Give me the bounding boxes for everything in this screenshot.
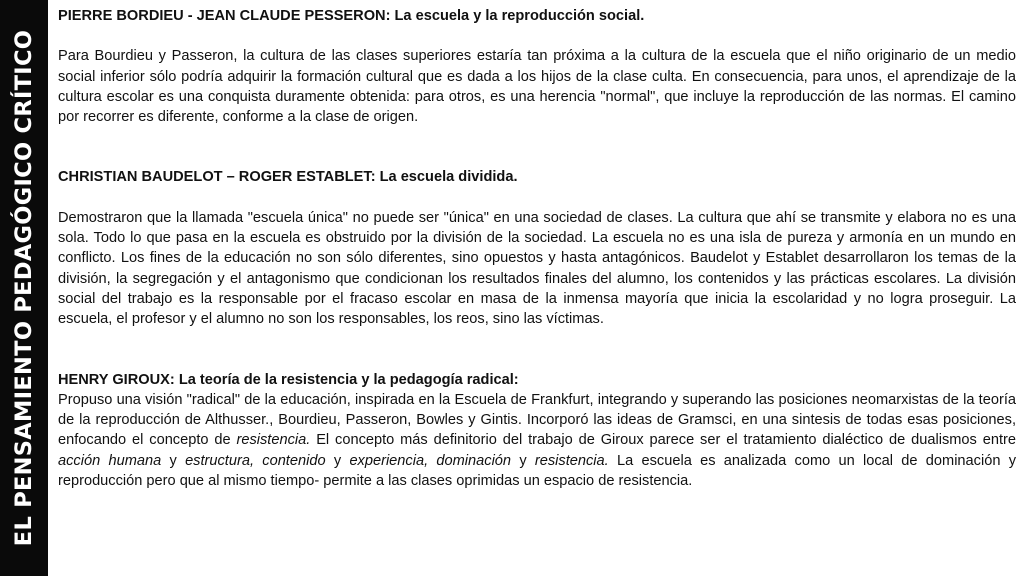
italic-run: resistencia. (534, 452, 609, 469)
section-heading-baudelot: CHRISTIAN BAUDELOT – ROGER ESTABLET: La escuela dividida. (58, 169, 518, 186)
italic-run: estructura, contenido (185, 452, 326, 469)
text-run: y (325, 452, 350, 469)
section-paragraph-giroux (58, 390, 1016, 491)
text-run: y (161, 452, 186, 469)
sidebar-title: EL PENSAMIENTO PEDAGÓGICO CRÍTICO (11, 29, 37, 547)
text-run: y (511, 452, 535, 469)
text-run: El concepto más definitorio del trabajo de Giroux parece ser el tratamiento dialéctico de dualismos entre (310, 432, 1016, 449)
section-heading-giroux: HENRY GIROUX: La teoría de la resistencia y la pedagogía radical: (58, 371, 519, 388)
text-run: Propuso una visión "radical" de la educación, inspirada en la Escuela de Frankfurt, integrando y superando las posiciones neomarxistas de la teoría de la reproducción de Althusser., Bourdieu, Passeron, Bowles y Gintis. Incorporó las ideas de Gramsci, en una sintesis de todas esas posiciones, enfocando el concepto de (58, 391, 1016, 449)
italic-run: resistencia. (236, 432, 311, 449)
section-heading-bourdieu: PIERRE BORDIEU - JEAN CLAUDE PESSERON: La escuela y la reproducción social. (58, 8, 645, 24)
italic-run: acción humana (58, 452, 162, 469)
sidebar (0, 0, 48, 576)
main-content (58, 6, 1016, 491)
section-paragraph-baudelot: Demostraron que la llamada "escuela única" no puede ser "única" en una sociedad de clases. La cultura que ahí se transmite y elabora no es una sola. Todo lo que pasa en la escuela es obstruido por la división de la sociedad. La escuela no es una isla de pureza y armonía en un mundo en conflicto. Los fines de la educación no son sólo diferentes, sino opuestos y hasta antagónicos. Baudelot y Establet desarrollaron los temas de la división, la segregación y el antagonismo que condicionan los resultados finales del alumno, los contenidos y las prácticas escolares. La división social del trabajo es la responsable por el fracaso escolar en masa de la inmensa mayoría que inicia la escolaridad y no logra proseguir. La escuela, el profesor y el alumno no son los responsables, los reos, sino las víctimas. (58, 209, 1016, 328)
italic-run: experiencia, dominación (349, 452, 512, 469)
section-paragraph-bourdieu: Para Bourdieu y Passeron, la cultura de las clases superiores estaría tan próxima a la cultura de la escuela que el niño originario de un medio social inferior sólo podría adquirir la formación cultural que es dada a los hijos de la clase culta. En consecuencia, para unos, el aprendizaje de la cultura escolar es una conquista duramente obtenida: para otros, es una herencia "normal", que incluye la reproducción de las normas. El camino por recorrer es diferente, conforme a la clase de origen. (58, 48, 1016, 126)
text-run: La escuela es analizada como un local de dominación y reproducción pero que al mismo tiempo- permite a las clases oprimidas un espacio de resistencia. (58, 452, 1017, 490)
